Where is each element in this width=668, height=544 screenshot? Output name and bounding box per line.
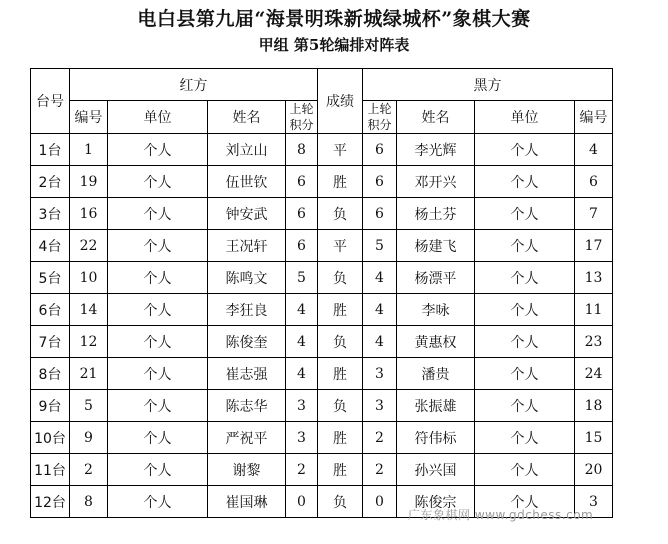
header-red: 红方	[70, 69, 318, 101]
red-name-cell: 刘立山	[208, 134, 286, 166]
red-unit-cell: 个人	[108, 454, 208, 486]
black-number-cell: 15	[575, 422, 613, 454]
black-number-cell: 3	[575, 486, 613, 518]
red-name-cell: 陈俊奎	[208, 326, 286, 358]
black-name-cell: 黄惠权	[397, 326, 475, 358]
table-row	[31, 454, 613, 486]
red-prev-score-cell: 3	[286, 390, 318, 422]
table-row	[31, 134, 613, 166]
table-row	[31, 358, 613, 390]
table-no-cell: 5台	[31, 262, 70, 294]
red-unit-cell: 个人	[108, 486, 208, 518]
black-number-cell: 17	[575, 230, 613, 262]
result-cell: 胜	[318, 422, 363, 454]
pairing-table	[30, 68, 613, 518]
black-unit-cell: 个人	[475, 486, 575, 518]
red-prev-score-cell: 6	[286, 230, 318, 262]
red-unit-cell: 个人	[108, 230, 208, 262]
red-unit-cell: 个人	[108, 390, 208, 422]
header-black: 黑方	[363, 69, 613, 101]
header-red-prev-score-line1: 上轮	[289, 102, 314, 116]
table-row	[31, 262, 613, 294]
black-number-cell: 23	[575, 326, 613, 358]
black-number-cell: 11	[575, 294, 613, 326]
header-black-prev-score-line2: 积分	[367, 118, 392, 132]
red-prev-score-cell: 6	[286, 198, 318, 230]
black-unit-cell: 个人	[475, 166, 575, 198]
red-number-cell: 19	[70, 166, 108, 198]
red-number-cell: 9	[70, 422, 108, 454]
black-name-cell: 杨建飞	[397, 230, 475, 262]
red-unit-cell: 个人	[108, 422, 208, 454]
black-prev-score-cell: 2	[363, 422, 397, 454]
black-name-cell: 杨漂平	[397, 262, 475, 294]
black-unit-cell: 个人	[475, 326, 575, 358]
black-name-cell: 李光辉	[397, 134, 475, 166]
red-name-cell: 陈志华	[208, 390, 286, 422]
table-no-cell: 1台	[31, 134, 70, 166]
result-cell: 负	[318, 390, 363, 422]
black-prev-score-cell: 6	[363, 166, 397, 198]
red-name-cell: 谢黎	[208, 454, 286, 486]
red-number-cell: 8	[70, 486, 108, 518]
red-number-cell: 1	[70, 134, 108, 166]
result-cell: 胜	[318, 454, 363, 486]
red-unit-cell: 个人	[108, 294, 208, 326]
red-number-cell: 14	[70, 294, 108, 326]
watermark: 广东象棋网 www.gdchess.com	[408, 508, 594, 522]
red-number-cell: 2	[70, 454, 108, 486]
red-number-cell: 10	[70, 262, 108, 294]
red-unit-cell: 个人	[108, 166, 208, 198]
red-prev-score-cell: 4	[286, 326, 318, 358]
table-row	[31, 390, 613, 422]
black-name-cell: 符伟标	[397, 422, 475, 454]
result-cell: 负	[318, 486, 363, 518]
black-name-cell: 孙兴国	[397, 454, 475, 486]
red-prev-score-cell: 2	[286, 454, 318, 486]
header-table-no: 台号	[31, 69, 70, 134]
header-black-prev-score	[363, 101, 397, 134]
result-cell: 负	[318, 198, 363, 230]
black-number-cell: 24	[575, 358, 613, 390]
black-name-cell: 潘贵	[397, 358, 475, 390]
red-name-cell: 崔志强	[208, 358, 286, 390]
black-name-cell: 杨土芬	[397, 198, 475, 230]
header-black-name: 姓名	[397, 101, 475, 134]
black-unit-cell: 个人	[475, 230, 575, 262]
black-prev-score-cell: 2	[363, 454, 397, 486]
red-name-cell: 李狂良	[208, 294, 286, 326]
black-number-cell: 4	[575, 134, 613, 166]
black-name-cell: 陈俊宗	[397, 486, 475, 518]
red-name-cell: 钟安武	[208, 198, 286, 230]
header-black-prev-score-line1: 上轮	[367, 102, 392, 116]
black-number-cell: 18	[575, 390, 613, 422]
header-red-unit: 单位	[108, 101, 208, 134]
table-no-cell: 4台	[31, 230, 70, 262]
page-title: 电白县第九届“海景明珠新城绿城杯”象棋大赛	[137, 8, 531, 30]
table-row	[31, 422, 613, 454]
black-unit-cell: 个人	[475, 358, 575, 390]
table-no-cell: 7台	[31, 326, 70, 358]
black-unit-cell: 个人	[475, 134, 575, 166]
black-prev-score-cell: 4	[363, 294, 397, 326]
table-no-cell: 3台	[31, 198, 70, 230]
header-red-name: 姓名	[208, 101, 286, 134]
table-no-cell: 2台	[31, 166, 70, 198]
black-name-cell: 邓开兴	[397, 166, 475, 198]
red-prev-score-cell: 4	[286, 294, 318, 326]
page-subtitle: 甲组 第5轮编排对阵表	[258, 36, 410, 54]
table-no-cell: 12台	[31, 486, 70, 518]
table-no-cell: 9台	[31, 390, 70, 422]
header-black-number: 编号	[575, 101, 613, 134]
black-prev-score-cell: 3	[363, 358, 397, 390]
black-prev-score-cell: 4	[363, 262, 397, 294]
result-cell: 负	[318, 326, 363, 358]
black-number-cell: 6	[575, 166, 613, 198]
red-unit-cell: 个人	[108, 134, 208, 166]
black-number-cell: 7	[575, 198, 613, 230]
black-number-cell: 13	[575, 262, 613, 294]
red-name-cell: 陈鸣文	[208, 262, 286, 294]
black-prev-score-cell: 4	[363, 326, 397, 358]
header-result: 成绩	[318, 69, 363, 134]
table-row	[31, 326, 613, 358]
red-number-cell: 16	[70, 198, 108, 230]
black-prev-score-cell: 3	[363, 390, 397, 422]
header-row-1	[31, 69, 613, 101]
result-cell: 胜	[318, 358, 363, 390]
red-prev-score-cell: 6	[286, 166, 318, 198]
header-black-unit: 单位	[475, 101, 575, 134]
red-unit-cell: 个人	[108, 358, 208, 390]
red-prev-score-cell: 3	[286, 422, 318, 454]
red-name-cell: 崔国琳	[208, 486, 286, 518]
red-number-cell: 12	[70, 326, 108, 358]
red-name-cell: 严祝平	[208, 422, 286, 454]
black-name-cell: 张振雄	[397, 390, 475, 422]
red-unit-cell: 个人	[108, 326, 208, 358]
red-number-cell: 5	[70, 390, 108, 422]
table-row	[31, 230, 613, 262]
red-prev-score-cell: 5	[286, 262, 318, 294]
red-unit-cell: 个人	[108, 198, 208, 230]
table-no-cell: 10台	[31, 422, 70, 454]
red-name-cell: 王况轩	[208, 230, 286, 262]
table-no-cell: 8台	[31, 358, 70, 390]
red-name-cell: 伍世钦	[208, 166, 286, 198]
result-cell: 负	[318, 262, 363, 294]
black-prev-score-cell: 0	[363, 486, 397, 518]
black-unit-cell: 个人	[475, 422, 575, 454]
table-no-cell: 11台	[31, 454, 70, 486]
table-row	[31, 166, 613, 198]
black-unit-cell: 个人	[475, 454, 575, 486]
header-red-number: 编号	[70, 101, 108, 134]
black-unit-cell: 个人	[475, 262, 575, 294]
black-unit-cell: 个人	[475, 198, 575, 230]
table-row	[31, 198, 613, 230]
black-unit-cell: 个人	[475, 390, 575, 422]
red-number-cell: 21	[70, 358, 108, 390]
black-name-cell: 李咏	[397, 294, 475, 326]
result-cell: 平	[318, 230, 363, 262]
result-cell: 胜	[318, 294, 363, 326]
table-no-cell: 6台	[31, 294, 70, 326]
red-prev-score-cell: 0	[286, 486, 318, 518]
result-cell: 胜	[318, 166, 363, 198]
red-prev-score-cell: 4	[286, 358, 318, 390]
header-red-prev-score	[286, 101, 318, 134]
header-red-prev-score-line2: 积分	[289, 118, 314, 132]
black-number-cell: 20	[575, 454, 613, 486]
red-prev-score-cell: 8	[286, 134, 318, 166]
result-cell: 平	[318, 134, 363, 166]
red-unit-cell: 个人	[108, 262, 208, 294]
black-prev-score-cell: 6	[363, 134, 397, 166]
black-prev-score-cell: 5	[363, 230, 397, 262]
table-row	[31, 294, 613, 326]
red-number-cell: 22	[70, 230, 108, 262]
black-unit-cell: 个人	[475, 294, 575, 326]
black-prev-score-cell: 6	[363, 198, 397, 230]
